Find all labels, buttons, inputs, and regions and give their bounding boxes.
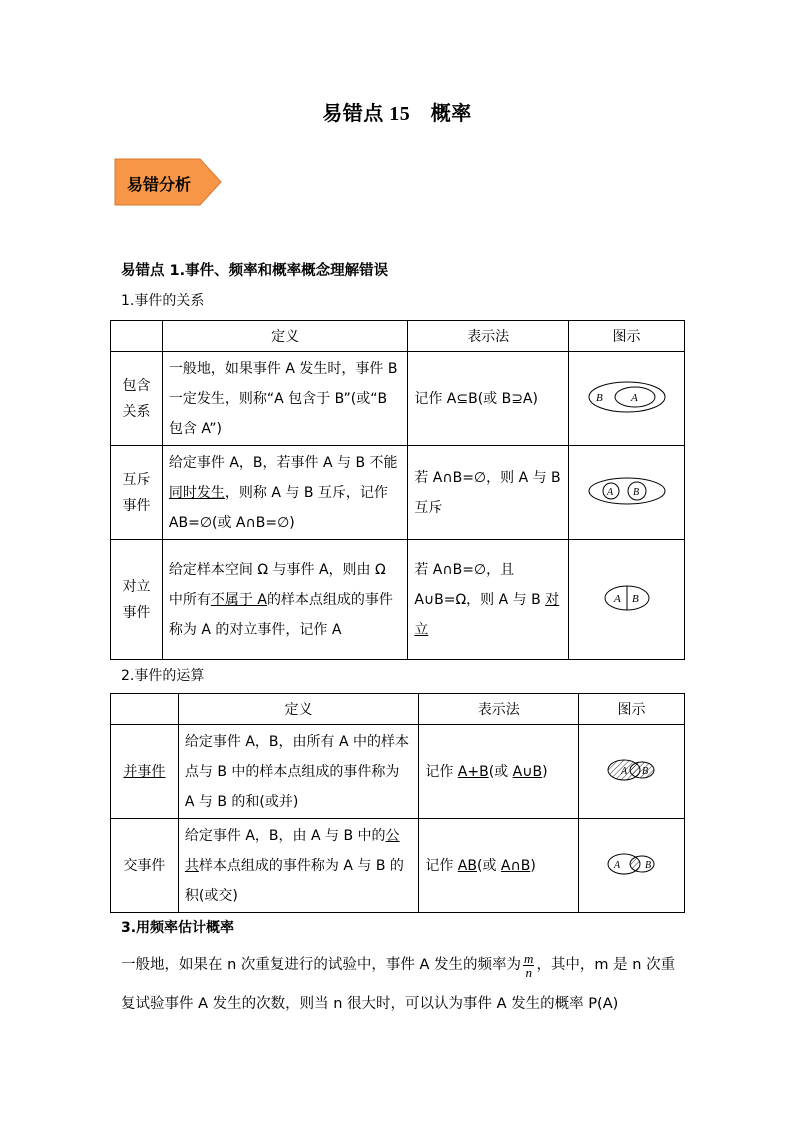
table-header-row <box>111 321 685 352</box>
event-relations-table <box>110 320 685 660</box>
svg-text:A: A <box>613 859 620 871</box>
svg-text:B: B <box>644 859 651 871</box>
svg-text:B: B <box>631 592 639 605</box>
header-empty <box>111 321 163 352</box>
svg-text:B: B <box>641 765 648 777</box>
table-row <box>111 540 685 660</box>
event-operations-table <box>110 693 685 913</box>
svg-text:A: A <box>630 391 638 404</box>
union-diagram-icon <box>579 725 685 819</box>
table-header-row <box>111 694 685 725</box>
header-diagram: 图示 <box>569 321 685 352</box>
header-definition: 定义 <box>162 321 407 352</box>
row-name: 交事件 <box>111 819 179 913</box>
row-notation: 若 A∩B=∅，则 A 与 B 互斥 <box>408 446 569 540</box>
badge-label: 易错分析 <box>127 175 192 194</box>
subsection-title-relations: 1.事件的关系 <box>121 293 205 309</box>
svg-text:B: B <box>595 391 603 404</box>
row-definition: 给定事件 A，B，由所有 A 中的样本点与 B 中的样本点组成的事件称为 A 与 B 的和(或并) <box>178 725 418 819</box>
row-definition: 一般地，如果事件 A 发生时，事件 B 一定发生，则称“A 包含于 B”(或“B 包含 A”) <box>162 352 407 446</box>
subset-diagram-icon <box>569 352 685 446</box>
row-notation: 记作 A+B(或 A∪B) <box>419 725 579 819</box>
row-name: 互斥 事件 <box>111 446 163 540</box>
table-row <box>111 446 685 540</box>
header-definition: 定义 <box>178 694 418 725</box>
row-name: 包含 关系 <box>111 352 163 446</box>
frequency-paragraph: 一般地，如果在 n 次重复进行的试验中，事件 A 发生的频率为 $\frac{m}{n}$ ，其中，m 是 n 次重复试验事件 A 发生的次数，则当 n 很大时，可以认为事件 A 发生的概率 P(A) <box>121 950 676 1012</box>
header-empty <box>111 694 179 725</box>
row-definition: 给定事件 A，B，若事件 A 与 B 不能同时发生，则称 A 与 B 互斥，记作 AB=∅(或 A∩B=∅) <box>162 446 407 540</box>
header-diagram: 图示 <box>579 694 685 725</box>
complement-diagram-icon <box>569 540 685 660</box>
row-name: 并事件 <box>111 725 179 819</box>
section-badge <box>114 158 222 206</box>
page-title: 易错点 15 概率 <box>322 103 472 125</box>
svg-text:A: A <box>613 592 621 605</box>
row-notation: 记作 AB(或 A∩B) <box>419 819 579 913</box>
svg-text:A: A <box>606 486 613 498</box>
intersection-diagram-icon <box>579 819 685 913</box>
row-notation: 记作 A⊆B(或 B⊇A) <box>408 352 569 446</box>
mutually-exclusive-diagram-icon <box>569 446 685 540</box>
table-row <box>111 352 685 446</box>
header-notation: 表示法 <box>419 694 579 725</box>
table-row <box>111 819 685 913</box>
row-name: 对立 事件 <box>111 540 163 660</box>
row-definition: 给定事件 A，B，由 A 与 B 中的公共样本点组成的事件称为 A 与 B 的积(或交) <box>178 819 418 913</box>
section-heading: 易错点 1.事件、频率和概率概念理解错误 <box>121 263 389 279</box>
table-row <box>111 725 685 819</box>
svg-text:A: A <box>620 765 627 777</box>
fraction-m-over-n: $\frac{m}{n}$ <box>524 950 534 980</box>
subsection-title-frequency: 3.用频率估计概率 <box>121 920 235 936</box>
row-definition: 给定样本空间 Ω 与事件 A，则由 Ω 中所有不属于 A的样本点组成的事件称为 A 的对立事件，记作 A <box>162 540 407 660</box>
header-notation: 表示法 <box>408 321 569 352</box>
row-notation: 若 A∩B=∅，且 A∪B=Ω，则 A 与 B 对立 <box>408 540 569 660</box>
svg-text:B: B <box>632 486 639 498</box>
subsection-title-operations: 2.事件的运算 <box>121 668 205 684</box>
